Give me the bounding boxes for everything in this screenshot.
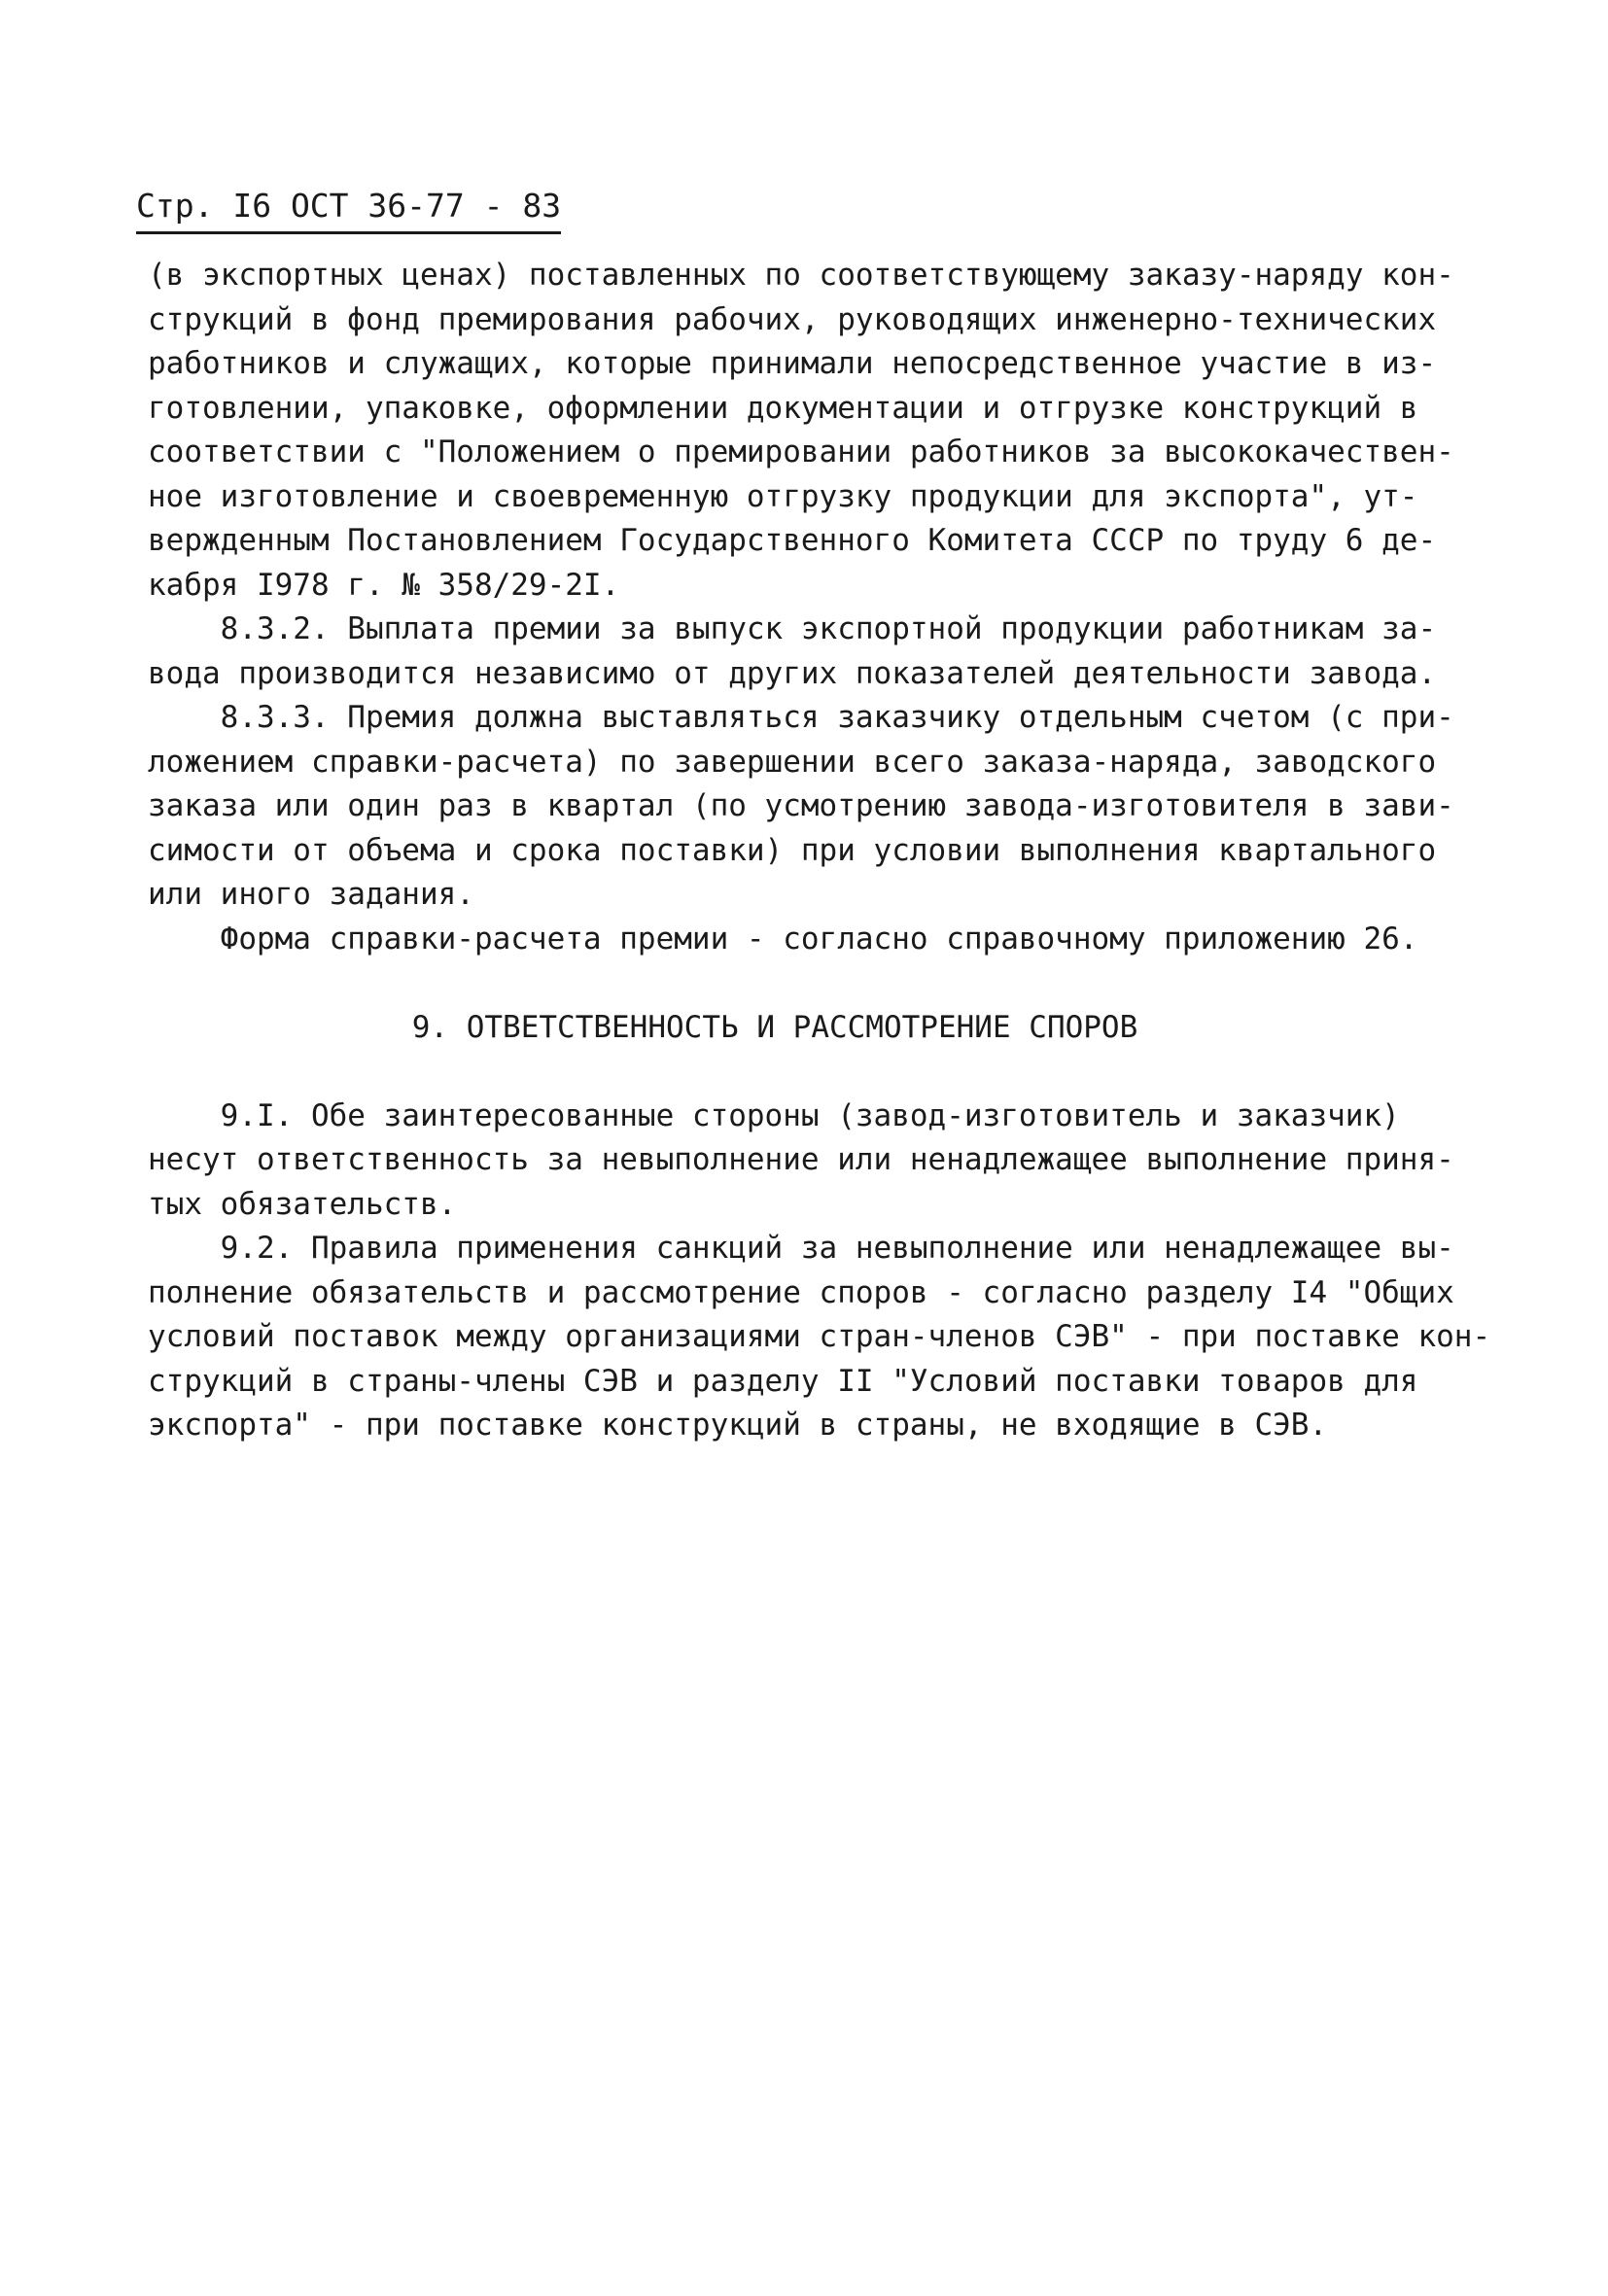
paragraph-8-3-2	[148, 608, 1489, 696]
text-line: соответствии с "Положением о премировании работников за высококачествен-	[148, 435, 1454, 470]
text-line: несут ответственность за невыполнение или ненадлежащее выполнение приня-	[148, 1142, 1454, 1177]
paragraph-form-note	[148, 918, 1489, 962]
paragraph-continuation	[148, 254, 1489, 608]
section-9-title: 9. ОТВЕТСТВЕННОСТЬ И РАССМОТРЕНИЕ СПОРОВ	[411, 1009, 1138, 1045]
document-body	[148, 254, 1489, 1448]
paragraph-9-2	[148, 1227, 1489, 1448]
text-line: кабря I978 г. № 358/29-2I.	[148, 567, 620, 603]
spacer	[148, 1050, 1489, 1095]
text-line: струкций в страны-члены СЭВ и разделу II "Условий поставки товаров для	[148, 1363, 1418, 1399]
text-line: 9.I. Обе заинтересованные стороны (завод-изготовитель и заказчик)	[148, 1097, 1400, 1133]
paragraph-8-3-3	[148, 696, 1489, 918]
text-line: 8.3.3. Премия должна выставляться заказчику отдельным счетом (с при-	[148, 700, 1454, 735]
text-line: заказа или один раз в квартал (по усмотрению завода-изготовителя в зави-	[148, 788, 1454, 823]
text-line: (в экспортных ценах) поставленных по соответствующему заказу-наряду кон-	[148, 258, 1454, 293]
page-header: Стр. I6 ОСТ 36-77 - 83	[136, 185, 561, 234]
text-line: работников и служащих, которые принимали непосредственное участие в из-	[148, 346, 1437, 381]
text-line: ложением справки-расчета) по завершении всего заказа-наряда, заводского	[148, 744, 1437, 780]
text-line: струкций в фонд премирования рабочих, руководящих инженерно-технических	[148, 301, 1437, 337]
text-line: экспорта" - при поставке конструкций в страны, не входящие в СЭВ.	[148, 1408, 1328, 1443]
text-line: вержденным Постановлением Государственного Комитета СССР по труду 6 де-	[148, 523, 1437, 558]
text-line: симости от объема и срока поставки) при условии выполнения квартального	[148, 832, 1437, 868]
paragraph-9-1	[148, 1095, 1489, 1228]
text-line: готовлении, упаковке, оформлении документации и отгрузке конструкций в	[148, 390, 1418, 426]
text-line: Форма справки-расчета премии - согласно справочному приложению 26.	[148, 921, 1418, 957]
text-line: вода производится независимо от других показателей деятельности завода.	[148, 655, 1437, 691]
text-line: или иного задания.	[148, 877, 474, 912]
text-line: условий поставок между организациями стран-членов СЭВ" - при поставке кон-	[148, 1319, 1491, 1354]
spacer	[148, 961, 1489, 1006]
text-line: 9.2. Правила применения санкций за невыполнение или ненадлежащее вы-	[148, 1231, 1454, 1266]
text-line: 8.3.2. Выплата премии за выпуск экспортной продукции работникам за-	[148, 611, 1437, 646]
text-line: тых обязательств.	[148, 1186, 457, 1222]
text-line: ное изготовление и своевременную отгрузку продукции для экспорта", ут-	[148, 478, 1418, 514]
text-line: полнение обязательств и рассмотрение споров - согласно разделу I4 "Общих	[148, 1274, 1454, 1310]
